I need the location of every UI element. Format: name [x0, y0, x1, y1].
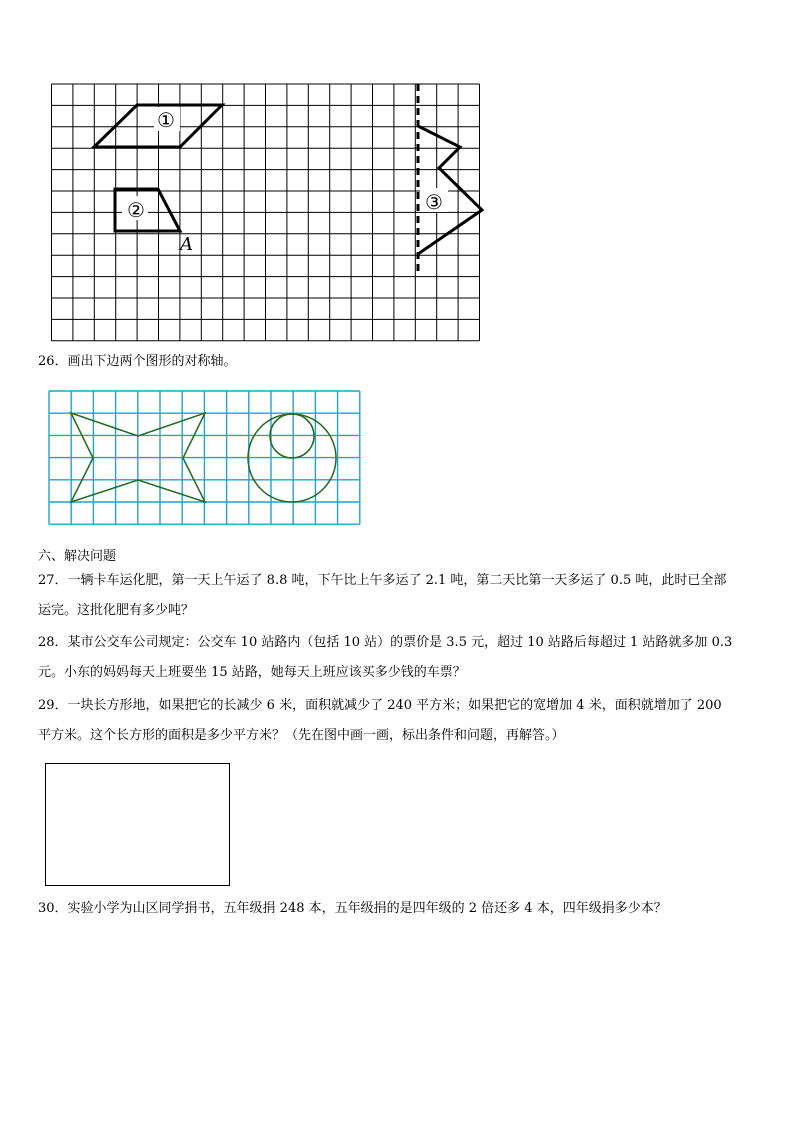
label-1: ① — [157, 108, 175, 132]
point-label-a: A — [180, 234, 193, 255]
rectangle-drawing-area[interactable] — [45, 763, 230, 886]
question-27-line-1: 27．一辆卡车运化肥，第一天上午运了 8.8 吨，下午比上午多运了 2.1 吨，第二天比第一天多运了 0.5 吨，此时已全部 — [38, 573, 727, 588]
question-30: 30．实验小学为山区同学捐书，五年级捐 248 本，五年级捐的是四年级的 2 倍还多 4 本，四年级捐多少本？ — [38, 901, 667, 916]
grid-figure-symmetry — [0, 380, 794, 540]
question-29-line-1: 29．一块长方形地，如果把它的长减少 6 米，面积就减少了 240 平方米；如果把它的宽增加 4 米，面积就增加了 200 — [38, 698, 722, 713]
label-3: ③ — [425, 190, 443, 214]
question-28-line-2: 元。小东的妈妈每天上班要坐 15 站路，她每天上班应该买多少钱的车票？ — [38, 665, 466, 680]
question-27-line-2: 运完。这批化肥有多少吨？ — [38, 603, 195, 618]
section-title: 六、解决问题 — [38, 549, 117, 564]
question-26: 26．画出下边两个图形的对称轴。 — [38, 354, 237, 369]
question-28-line-1: 28．某市公交车公司规定：公交车 10 站路内（包括 10 站）的票价是 3.5 元，超过 10 站路后每超过 1 站路就多加 0.3 — [38, 635, 733, 650]
question-29-line-2: 平方米。这个长方形的面积是多少平方米？（先在图中画一画，标出条件和问题，再解答。） — [38, 728, 565, 743]
blue-grid-lines — [49, 391, 360, 524]
label-2: ② — [127, 198, 145, 222]
grid-figure-shapes — [0, 0, 794, 345]
